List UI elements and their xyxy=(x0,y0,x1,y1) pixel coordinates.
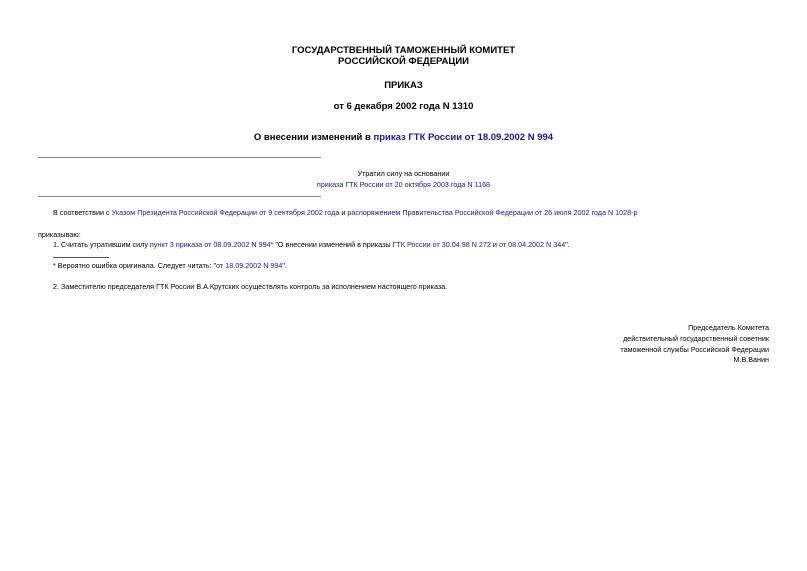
footnote xyxy=(53,261,287,270)
status-note-link[interactable]: приказа ГТК России от 20 октября 2003 года N 1168 xyxy=(316,180,491,189)
decree-link[interactable]: Указом Президента Российской Федерации от 9 сентября 2002 года xyxy=(111,208,340,217)
divider-top xyxy=(38,157,321,158)
item-2: 2. Заместителю председателя ГТК России В.А.Крутских осуществлять контроль за исполнением настоящего приказа. xyxy=(53,282,448,291)
item-1-link-344[interactable]: от 08.04.2002 N 344 xyxy=(498,240,566,249)
government-order-link[interactable]: распоряжением Правительства Российской Федерации от 26 июля 2002 года N 1028-р xyxy=(347,208,638,217)
org-name-line1: ГОСУДАРСТВЕННЫЙ ТАМОЖЕННЫЙ КОМИТЕТ xyxy=(291,45,516,56)
item-1-prefix: 1. Считать утратившим силу xyxy=(53,240,150,249)
footnote-rule xyxy=(53,257,109,258)
doc-subject-prefix: О внесении изменений в xyxy=(253,132,374,143)
status-note-line1: Утратил силу на основании xyxy=(357,169,450,178)
doc-date-number: от 6 декабря 2002 года N 1310 xyxy=(333,101,474,112)
footnote-link[interactable]: от 18.09.2002 N 994 xyxy=(216,261,283,270)
signature-name: М.В.Ванин xyxy=(733,355,769,364)
item-1-link-point3[interactable]: пункт 3 приказа от 08.09.2002 N 994* xyxy=(149,240,274,249)
preamble-mid: и xyxy=(339,208,348,217)
org-name-line2: РОССИЙСКОЙ ФЕДЕРАЦИИ xyxy=(337,56,469,67)
footnote-end: ". xyxy=(282,261,287,270)
divider-bottom xyxy=(38,196,321,197)
doc-type: ПРИКАЗ xyxy=(384,80,423,91)
signature-line1: Председатель Комитета xyxy=(688,323,769,332)
item-1-mid: "О внесении изменений в приказы xyxy=(273,240,393,249)
item-1 xyxy=(53,240,570,249)
subject-link[interactable]: приказ ГТК России от 18.09.2002 N 994 xyxy=(373,132,554,143)
order-word: приказываю: xyxy=(38,230,81,239)
signature-line3: таможенной службы Российской Федерации xyxy=(620,345,769,354)
item-1-end: ". xyxy=(565,240,570,249)
doc-subject xyxy=(0,132,807,143)
preamble xyxy=(53,208,638,217)
item-1-link-272[interactable]: ГТК России от 30.04.98 N 272 xyxy=(392,240,491,249)
preamble-prefix: В соответствии с xyxy=(53,208,112,217)
item-1-and: и xyxy=(490,240,499,249)
footnote-prefix: * Вероятно ошибка оригинала. Следует читать: " xyxy=(53,261,217,270)
signature-line2: действительный государственный советник xyxy=(623,334,769,343)
